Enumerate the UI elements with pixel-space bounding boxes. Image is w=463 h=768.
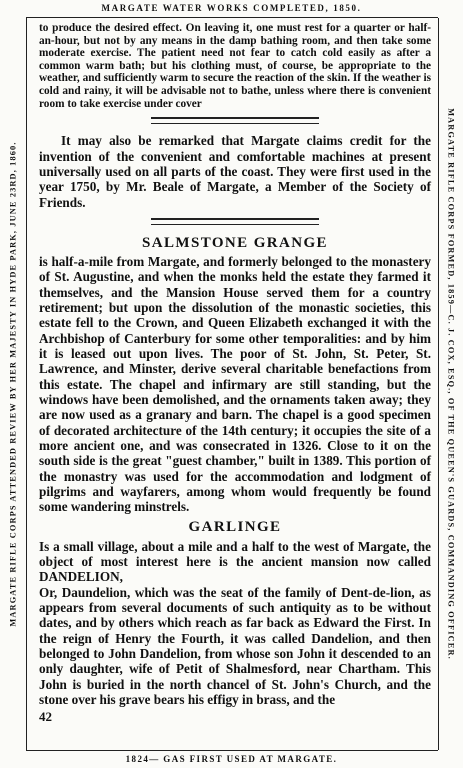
page-number: 42: [39, 708, 52, 724]
bathing-note: to produce the desired effect. On leaving it, one must rest for a quarter or half-an-hour, but not by any means in the damp bathing room, and then take some moderate exercise. The patient need not fear to catch cold easily as after a common warm bath; but his clothing must, of course, be appropriate to the weather, and sufficiently warm to secure the reaction of the skin. If the weather is cold and rainy, it will be advisable not to bathe, unless where there is convenient room to take exercise under cover: [39, 22, 431, 110]
left-margin-text: MARGATE RIFLE CORPS ATTENDED REVIEW BY HER MAJESTY IN HYDE PARK, JUNE 23RD, 1860.: [8, 141, 18, 627]
top-rule: [26, 17, 438, 18]
bathing-machines-paragraph: It may also be remarked that Margate claims credit for the invention of the convenient and comfortable machines at present universally used on all parts of the coast. They were first used in the year 1750, by Mr. Beale of Margate, a Member of the Society of Friends.: [39, 133, 431, 210]
garlinge-heading: GARLINGE: [188, 518, 282, 535]
right-margin-text: MARGATE RIFLE CORPS FORMED, 1859—C. J. COX, ESQ., OF THE QUEEN'S GUARDS, COMMANDING OFFICER.: [446, 108, 456, 660]
salmstone-heading: SALMSTONE GRANGE: [142, 234, 328, 251]
page-body: [39, 22, 431, 725]
garlinge-paragraph-1: Is a small village, about a mile and a half to the west of Margate, the object of most interest here is the ancient mansion now called DANDELION,: [39, 538, 431, 585]
divider-rule: [151, 117, 319, 124]
garlinge-paragraph-2: Or, Daundelion, which was the seat of the family of Dent-de-lion, as appears from several documents of such antiquity as to be without dates, and by others which reach as far back as Edward the First. In the reign of Henry the Fourth, it was called Dandelion, and then belonged to John Dandelion, from whose son John it descended to an only daughter, wife of Petit of Shalmesford, near Chartham. This John is buried in the north chancel of St. John's Church, and the stone over his grave bears his effigy in brass, and the: [39, 584, 431, 708]
footer-line: 1824— GAS FIRST USED AT MARGATE.: [125, 754, 338, 764]
bottom-rule: [26, 750, 438, 751]
salmstone-paragraph: is half-a-mile from Margate, and formerly belonged to the monastery of St. Augustine, and when the monks held the estate they farmed it themselves, and the Mansion House served them for a country retirement; but upon the dissolution of the monastic societies, this estate fell to the Crown, and Queen Elizabeth exchanged it with the Archbishop of Canterbury for some other temporalities: and by him it is leased out upon lives. The poor of St. John, St. Peter, St. Lawrence, and Minster, derive several charitable benefactions from this estate. The chapel and infirmary are still standing, but the windows have been demolished, and the ornaments taken away; they are now used as a granary and barn. The chapel is a good specimen of decorated architecture of the 14th century; it occupies the site of a more ancient one, and was consecrated in 1326. Close to it on the south side is the great "guest chamber," built in 1389. This portion of the monastry was used for the accommodation and lodgment of pilgrims and wayfarers, among whom would frequently be found some wandering minstrels.: [39, 253, 431, 515]
divider-rule: [151, 218, 319, 225]
right-rule: [438, 18, 439, 750]
left-rule: [26, 18, 27, 750]
running-head: MARGATE WATER WORKS COMPLETED, 1850.: [101, 3, 362, 13]
